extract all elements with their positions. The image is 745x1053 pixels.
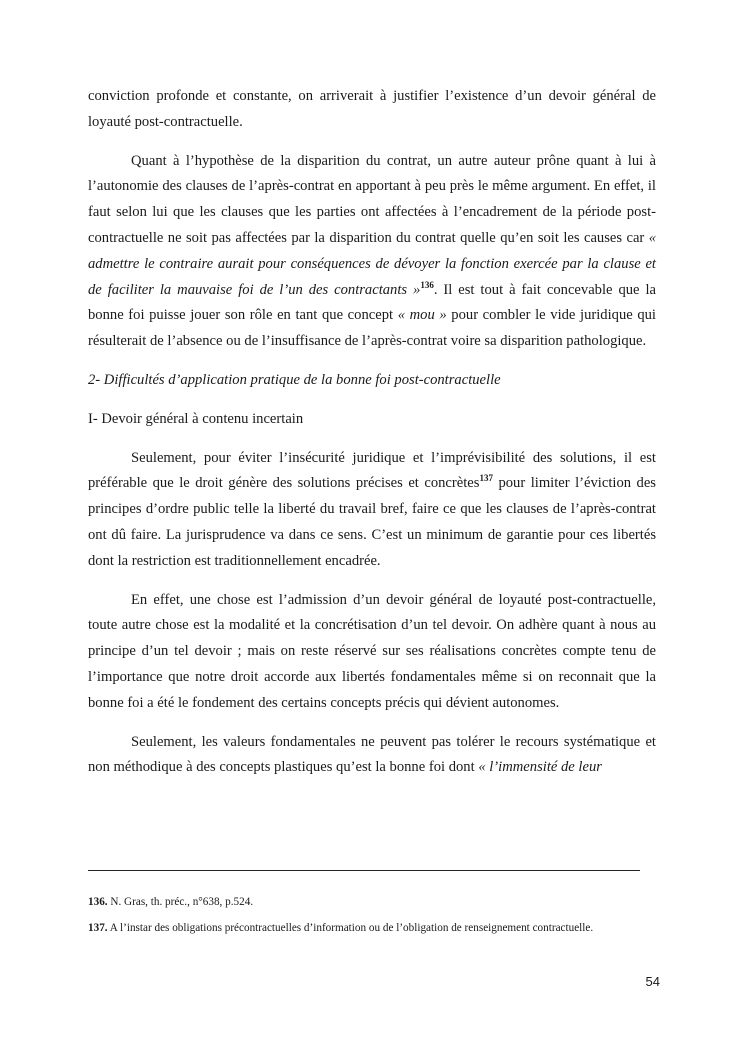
footnote-136-text: N. Gras, th. préc., n°638, p.524. — [107, 896, 254, 908]
paragraph-5 — [88, 730, 656, 782]
section-heading-I: I- Devoir général à contenu incertain — [88, 410, 304, 427]
footnote-137-number: 137. — [88, 922, 108, 934]
paragraph-2-text-b: . Il est tout à fait concevable que la bonne foi puisse jouer son rôle en tant que concept — [88, 281, 656, 324]
paragraph-2-text-c: pour combler le vide juridique qui résulterait de l’absence ou de l’insuffisance de l’après-contrat voire sa disparition pathologique. — [88, 307, 656, 350]
footnote-137-text: A l’instar des obligations précontractuelles d’information ou de l’obligation de renseignement contractuelle. — [107, 922, 594, 934]
footnote-136 — [88, 895, 668, 909]
paragraph-3-text-a: Seulement, pour éviter l’insécurité juridique et l’imprévisibilité des solutions, il est préférable que le droit génère des solutions précises et concrètes — [88, 449, 656, 492]
paragraph-2 — [88, 149, 656, 355]
paragraph-1 — [88, 84, 656, 136]
footnote-137 — [88, 921, 668, 935]
footnote-separator — [88, 870, 640, 871]
body-text — [88, 84, 656, 794]
paragraph-1-text: conviction profonde et constante, on arriverait à justifier l’existence d’un devoir général de loyauté post-contractuelle. — [88, 88, 656, 130]
paragraph-4 — [88, 588, 656, 717]
footnote-ref-137: 137 — [479, 473, 493, 484]
page-number: 54 — [645, 974, 660, 989]
paragraph-4-text: En effet, une chose est l’admission d’un devoir général de loyauté post-contractuelle, toute autre chose est la modalité et la concrétisation d’un tel devoir. On adhère quant à nous au principe d’un tel devoir ; mais on reste réservé sur ses réalisations concrètes compte tenu de l’importance que notre droit accorde aux libertés fondamentales même si on reconnait que la bonne foi a été le fondement des certains concepts précis qui dévient autonomes. — [88, 591, 656, 711]
footnote-136-number: 136. — [88, 896, 108, 908]
paragraph-3-text-b: pour limiter l’éviction des principes d’ordre public telle la liberté du travail bref, faire ce que les clauses de l’après-contrat ont dû faire. La jurisprudence va dans ce sens. C’est un minimum de garantie pour ces libertés dont la restriction est traditionnellement encadrée. — [88, 475, 656, 569]
paragraph-2-quote: « admettre le contraire aurait pour conséquences de dévoyer la fonction exercée par la clause et de faciliter la mauvaise foi de l’un des contractants » — [88, 229, 656, 298]
paragraph-2-mou: « mou » — [397, 307, 447, 324]
section-heading-2: 2- Difficultés d’application pratique de la bonne foi post-contractuelle — [88, 371, 501, 388]
paragraph-5-quote: « l’immensité de leur — [478, 759, 602, 776]
paragraph-3 — [88, 446, 656, 575]
paragraph-2-text-a: Quant à l’hypothèse de la disparition du contrat, un autre auteur prône quant à lui à l’autonomie des clauses de l’après-contrat en apportant à peu près le même argument. En effet, il faut selon lui que les clauses que les parties ont affectées à l’encadrement de la période post-contractuelle ne soit pas affectées par la disparition du contrat quelle qu’en soit les causes car — [88, 152, 656, 246]
paragraph-5-text-a: Seulement, les valeurs fondamentales ne peuvent pas tolérer le recours systématique et non méthodique à des concepts plastiques qu’est la bonne foi dont — [88, 733, 656, 776]
footnote-ref-136: 136 — [420, 279, 434, 290]
